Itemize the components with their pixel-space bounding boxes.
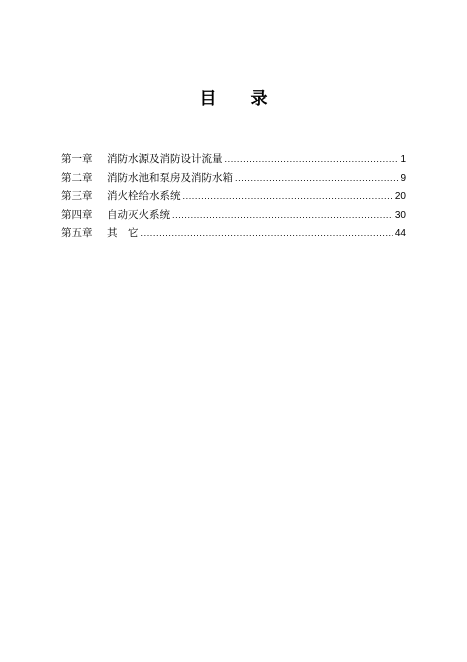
toc-entry-chapter-1[interactable]: [61, 150, 406, 169]
toc-chapter-label: 第二章: [61, 171, 93, 184]
toc-leader-dots: [141, 224, 393, 243]
toc-chapter-title: 消防水源及消防设计流量: [107, 153, 223, 165]
toc-leader-dots: [225, 150, 399, 169]
toc-chapter-title: 其 它: [107, 227, 139, 239]
table-of-contents: [61, 150, 406, 243]
toc-chapter-title: 消防水池和泵房及消防水箱: [107, 171, 233, 184]
toc-entry-chapter-2[interactable]: [61, 169, 406, 188]
toc-page-number: 44: [394, 228, 406, 239]
toc-chapter-label: 第四章: [61, 208, 93, 221]
toc-page-number: 30: [394, 209, 406, 221]
toc-chapter-title: 自动灭火系统: [107, 208, 170, 221]
toc-entry-chapter-4[interactable]: [61, 206, 406, 225]
toc-chapter-label: 第三章: [61, 190, 93, 202]
toc-page-number: 1: [400, 154, 406, 165]
toc-entry-chapter-3[interactable]: [61, 187, 406, 206]
page-title: 目 录: [199, 89, 282, 109]
toc-entry-chapter-5[interactable]: [61, 224, 406, 243]
toc-leader-dots: [183, 187, 393, 206]
toc-chapter-title: 消火栓给水系统: [107, 190, 181, 202]
toc-leader-dots: [235, 169, 398, 188]
toc-leader-dots: [172, 206, 393, 225]
toc-page-number: 20: [394, 191, 406, 202]
toc-chapter-label: 第五章: [61, 227, 93, 239]
toc-page-number: 9: [400, 172, 406, 184]
toc-chapter-label: 第一章: [61, 153, 93, 165]
